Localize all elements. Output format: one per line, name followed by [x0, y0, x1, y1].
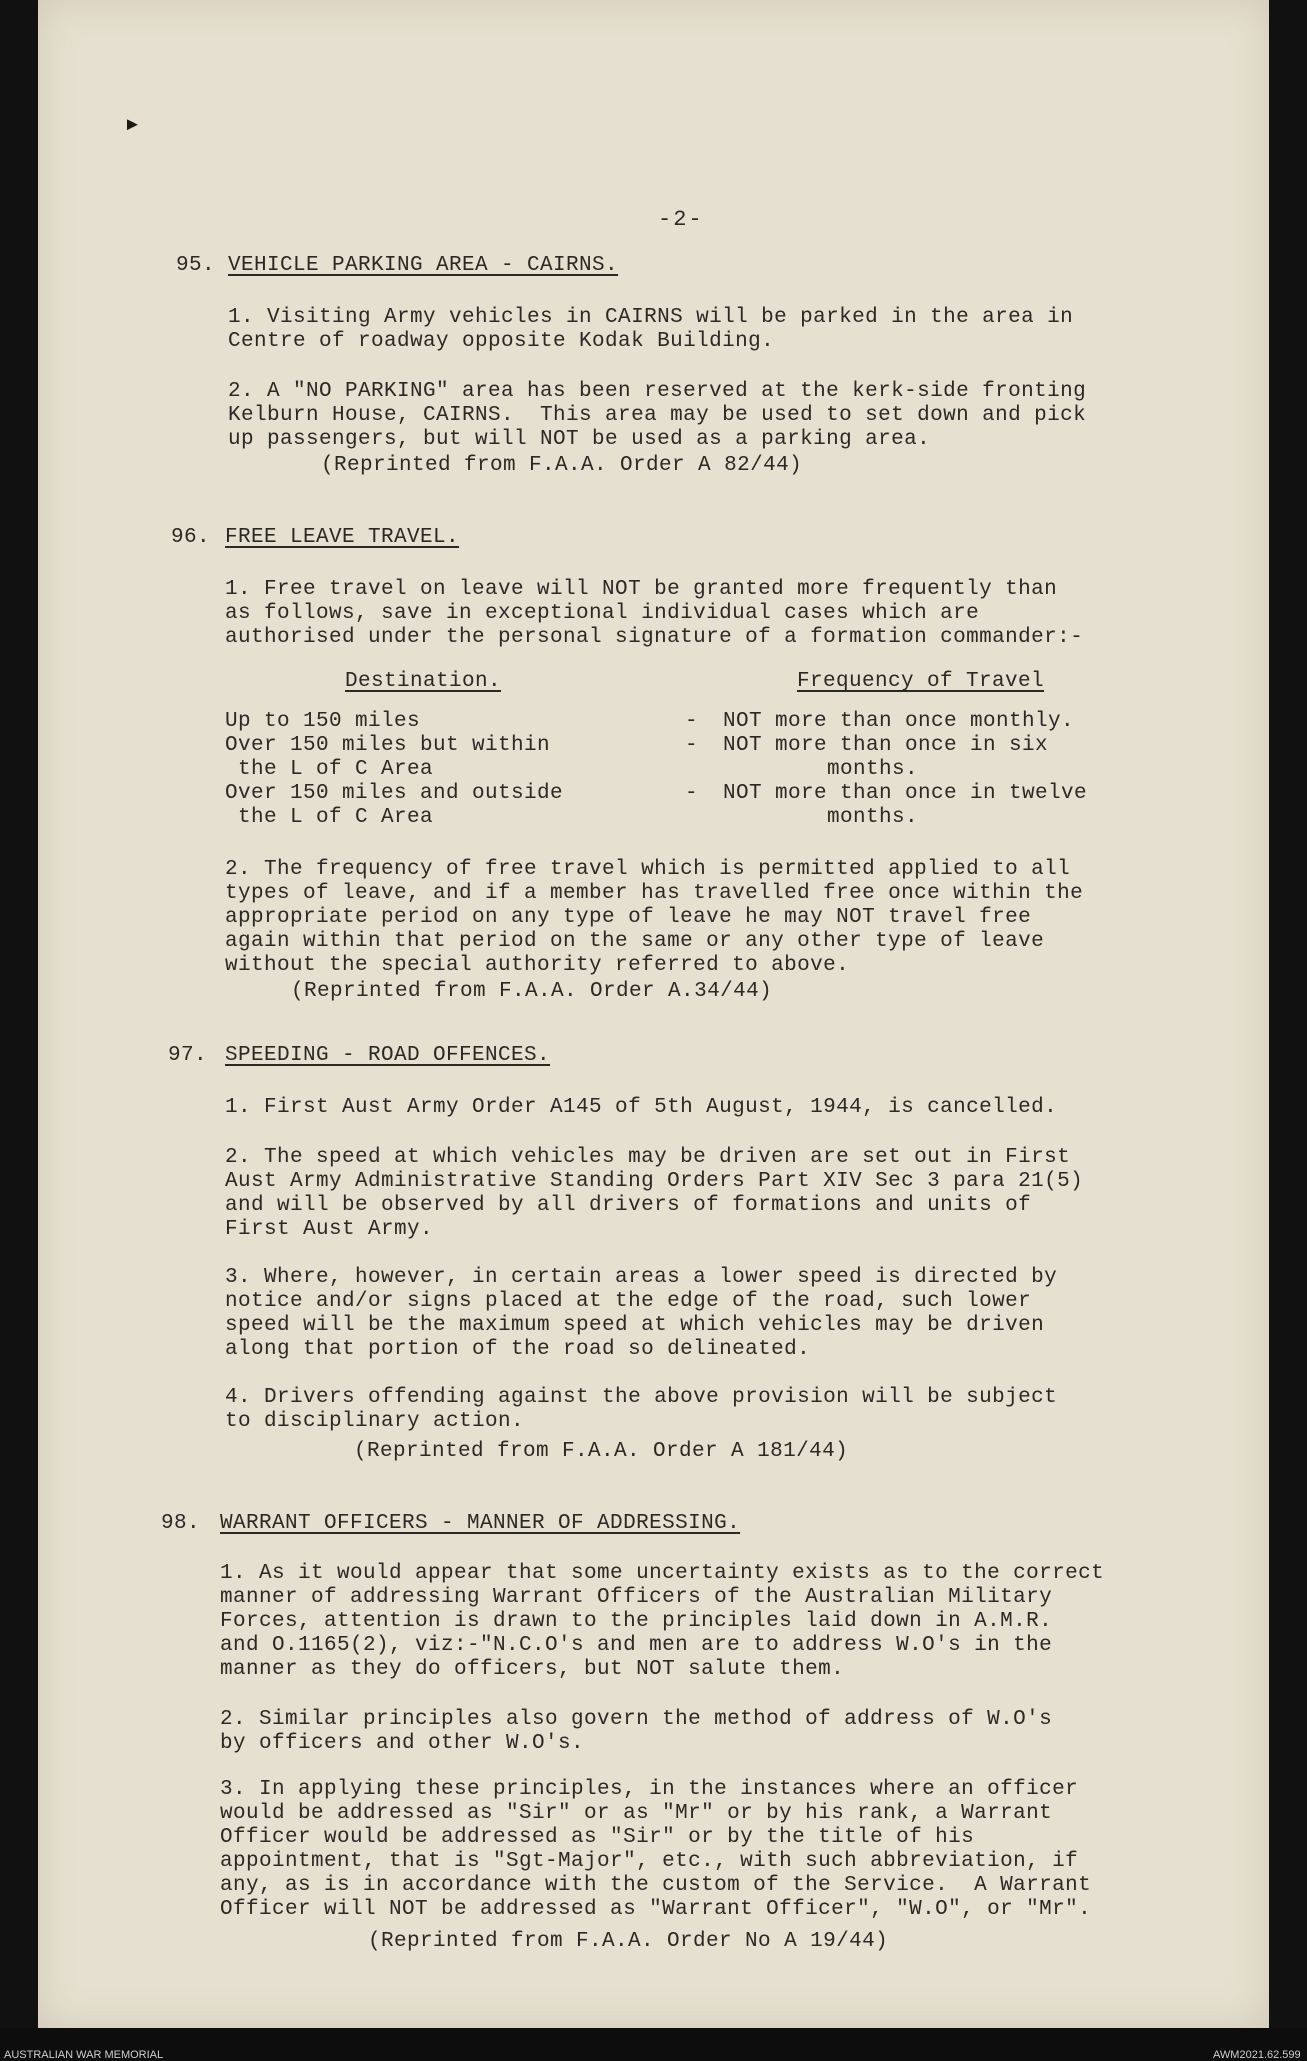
section-97-para-3-line-3: speed will be the maximum speed at which vehicles may be driven — [225, 1314, 1045, 1337]
footer-right-id: AWM2021.62.599 — [1213, 2049, 1301, 2061]
section-97-para-3-line-1: 3. Where, however, in certain areas a lower speed is directed by — [225, 1266, 1058, 1289]
section-98-para-1-line-2: manner of addressing Warrant Officers of the Australian Military — [220, 1586, 1053, 1609]
table-row-3-frequency-line-2: months. — [723, 806, 919, 829]
section-97-title: SPEEDING - ROAD OFFENCES. — [225, 1044, 551, 1067]
table-row-3-frequency-line-1: NOT more than once in twelve — [723, 782, 1088, 805]
section-98-para-1-line-5: manner as they do officers, but NOT salute them. — [220, 1658, 845, 1681]
section-98-title: WARRANT OFFICERS - MANNER OF ADDRESSING. — [220, 1512, 741, 1535]
page-number: -2- — [658, 207, 704, 232]
table-row-2-frequency-line-2: months. — [723, 758, 919, 781]
section-97-para-3-line-2: notice and/or signs placed at the edge of the road, such lower — [225, 1290, 1032, 1313]
section-97-para-2-line-3: and will be observed by all drivers of formations and units of — [225, 1194, 1032, 1217]
section-96-para-2-line-5: without the special authority referred to above. — [225, 954, 850, 977]
section-95-reprint: (Reprinted from F.A.A. Order A 82/44) — [321, 454, 803, 477]
section-95-para-2-line-2: Kelburn House, CAIRNS. This area may be used to set down and pick — [228, 404, 1087, 427]
section-96-para-2-line-4: again within that period on the same or any other type of leave — [225, 930, 1045, 953]
section-95-number: 95. — [176, 254, 216, 277]
ink-mark: ▸ — [124, 110, 141, 141]
table-row-2-frequency-line-1: NOT more than once in six — [723, 734, 1049, 757]
section-96-reprint: (Reprinted from F.A.A. Order A.34/44) — [291, 980, 773, 1003]
section-96-para-2-line-3: appropriate period on any type of leave he may NOT travel free — [225, 906, 1032, 929]
section-98-para-2-line-2: by officers and other W.O's. — [220, 1732, 585, 1755]
section-97-para-2-line-4: First Aust Army. — [225, 1218, 434, 1241]
section-98-para-3-line-3: Officer would be addressed as "Sir" or by the title of his — [220, 1826, 975, 1849]
section-97-number: 97. — [168, 1044, 208, 1067]
section-97-para-4-line-2: to disciplinary action. — [225, 1410, 525, 1433]
section-97-para-2-line-1: 2. The speed at which vehicles may be driven are set out in First — [225, 1146, 1071, 1169]
table-dash: - — [685, 782, 699, 805]
section-95-para-1-line-2: Centre of roadway opposite Kodak Building. — [228, 330, 775, 353]
section-95-para-2-line-3: up passengers, but will NOT be used as a parking area. — [228, 428, 931, 451]
table-row-1-destination: Up to 150 miles — [225, 710, 421, 733]
section-97-reprint: (Reprinted from F.A.A. Order A 181/44) — [354, 1440, 849, 1463]
section-96-para-2-line-2: types of leave, and if a member has travelled free once within the — [225, 882, 1084, 905]
section-95-title: VEHICLE PARKING AREA - CAIRNS. — [228, 254, 619, 277]
table-dash: - — [685, 734, 699, 757]
section-96-title: FREE LEAVE TRAVEL. — [225, 526, 460, 549]
section-97-para-2-line-2: Aust Army Administrative Standing Orders Part XIV Sec 3 para 21(5) — [225, 1170, 1084, 1193]
section-98-para-1-line-4: and O.1165(2), viz:-"N.C.O's and men are to address W.O's in the — [220, 1634, 1053, 1657]
section-98-para-1-line-3: Forces, attention is drawn to the principles laid down in A.M.R. — [220, 1610, 1053, 1633]
section-98-reprint: (Reprinted from F.A.A. Order No A 19/44) — [368, 1930, 889, 1953]
footer-left-credit: AUSTRALIAN WAR MEMORIAL — [4, 2049, 164, 2061]
table-header-frequency: Frequency of Travel — [797, 670, 1045, 693]
section-98-para-3-line-1: 3. In applying these principles, in the instances where an officer — [220, 1778, 1079, 1801]
section-98-para-2-line-1: 2. Similar principles also govern the method of address of W.O's — [220, 1708, 1053, 1731]
document-page — [38, 0, 1269, 2028]
section-98-para-3-line-6: Officer will NOT be addressed as "Warrant Officer", "W.O", or "Mr". — [220, 1898, 1092, 1921]
section-95-para-1-line-1: 1. Visiting Army vehicles in CAIRNS will be parked in the area in — [228, 306, 1074, 329]
table-row-3-destination-line-2: the L of C Area — [225, 806, 434, 829]
section-96-number: 96. — [171, 526, 211, 549]
table-row-2-destination-line-1: Over 150 miles but within — [225, 734, 551, 757]
section-98-para-3-line-4: appointment, that is "Sgt-Major", etc., with such abbreviation, if — [220, 1850, 1079, 1873]
section-96-para-1-line-3: authorised under the personal signature of a formation commander:- — [225, 626, 1084, 649]
section-96-para-1-line-2: as follows, save in exceptional individual cases which are — [225, 602, 980, 625]
table-row-2-destination-line-2: the L of C Area — [225, 758, 434, 781]
table-row-3-destination-line-1: Over 150 miles and outside — [225, 782, 564, 805]
section-98-para-1-line-1: 1. As it would appear that some uncertainty exists as to the correct — [220, 1562, 1105, 1585]
section-97-para-4-line-1: 4. Drivers offending against the above provision will be subject — [225, 1386, 1058, 1409]
footer-bar — [0, 2028, 1307, 2061]
section-96-para-2-line-1: 2. The frequency of free travel which is permitted applied to all — [225, 858, 1071, 881]
section-98-para-3-line-5: any, as is in accordance with the custom of the Service. A Warrant — [220, 1874, 1092, 1897]
section-95-para-2-line-1: 2. A "NO PARKING" area has been reserved at the kerk-side fronting — [228, 380, 1087, 403]
section-96-para-1-line-1: 1. Free travel on leave will NOT be granted more frequently than — [225, 578, 1058, 601]
section-97-para-3-line-4: along that portion of the road so delineated. — [225, 1338, 811, 1361]
table-header-destination: Destination. — [345, 670, 502, 693]
section-98-para-3-line-2: would be addressed as "Sir" or as "Mr" or by his rank, a Warrant — [220, 1802, 1053, 1825]
table-row-1-frequency: NOT more than once monthly. — [723, 710, 1075, 733]
section-98-number: 98. — [161, 1512, 201, 1535]
section-97-para-1-line-1: 1. First Aust Army Order A145 of 5th August, 1944, is cancelled. — [225, 1096, 1058, 1119]
table-dash: - — [685, 710, 699, 733]
